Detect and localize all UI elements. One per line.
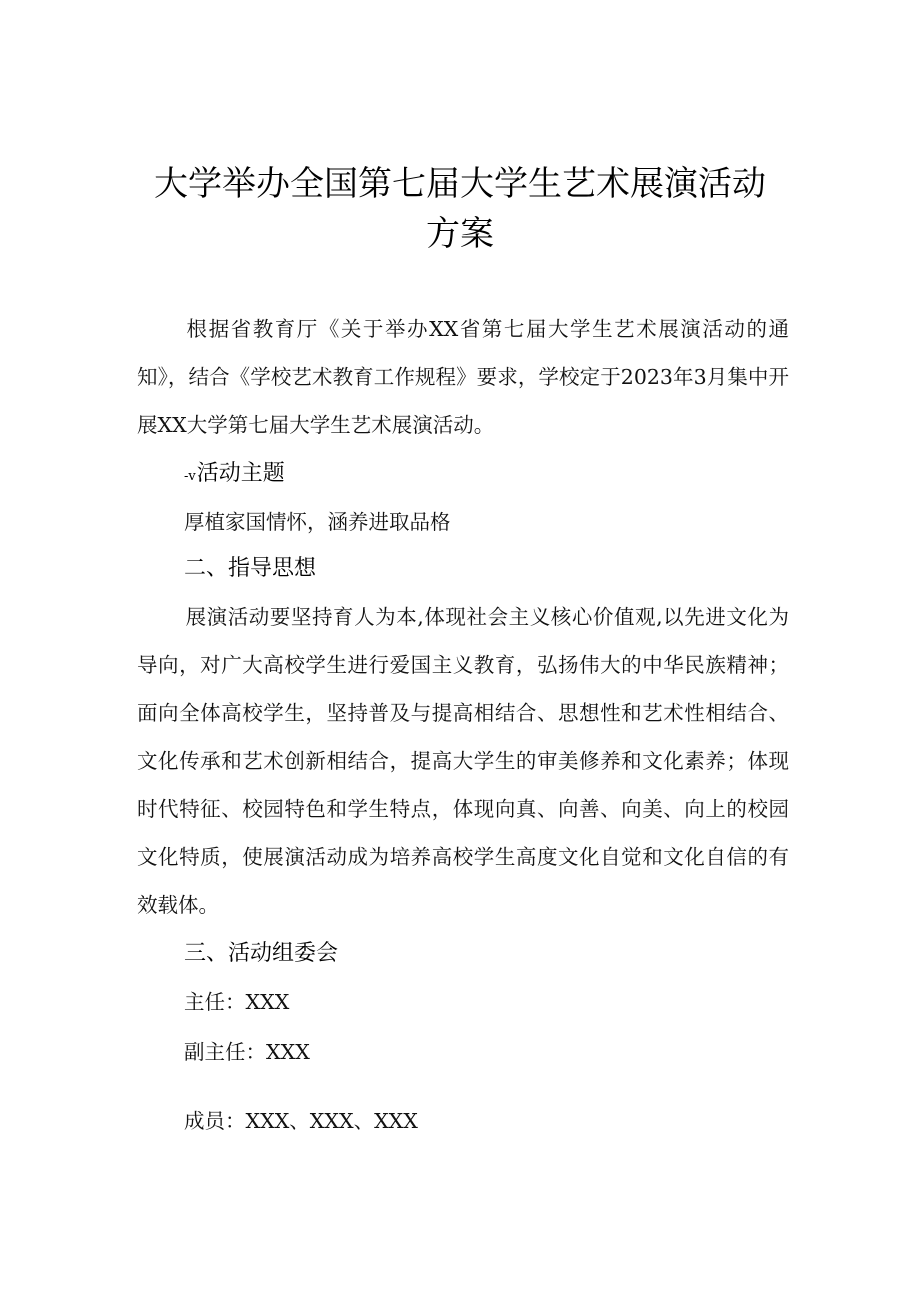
guiding-text: 展演活动要坚持育人为本,体现社会主义核心价值观,以先进文化为导向，对广大高校学生进行爱国主义教育，弘扬伟大的中华民族精神；面向全体高校学生，坚持普及与提高相结合、思想性和艺术性相结合、文化传承和艺术创新相结合，提高大学生的审美修养和文化素养；体现时代特征、校园特色和学生特点，体现向真、向善、向美、向上的校园文化特质，使展演活动成为培养高校学生高度文化自觉和文化自信的有效载体。 xyxy=(137,605,789,917)
section-heading-theme xyxy=(184,450,285,501)
committee-director: 主任：XXX xyxy=(184,990,290,1014)
section-marker: -v xyxy=(184,469,196,484)
committee-deputy: 副主任：XXX xyxy=(184,1040,310,1064)
document-title-line-1: 大学举办全国第七届大学生艺术展演活动 xyxy=(154,164,766,204)
intro-paragraph xyxy=(137,305,789,449)
intro-text: 根据省教育厅《关于举办XX省第七届大学生艺术展演活动的通知》，结合《学校艺术教育工作规程》要求，学校定于2023年3月集中开展XX大学第七届大学生艺术展演活动。 xyxy=(137,317,789,437)
guiding-paragraph xyxy=(137,593,789,929)
section-heading-committee: 三、活动组委会 xyxy=(184,941,339,966)
section-heading-theme-label: 活动主题 xyxy=(196,461,285,486)
document-title-line-2: 方案 xyxy=(426,214,494,254)
theme-text: 厚植家国情怀，涵养进取品格 xyxy=(184,510,451,534)
section-heading-guiding: 二、指导思想 xyxy=(184,556,317,581)
committee-members: 成员：XXX、XXX、XXX xyxy=(184,1109,418,1133)
